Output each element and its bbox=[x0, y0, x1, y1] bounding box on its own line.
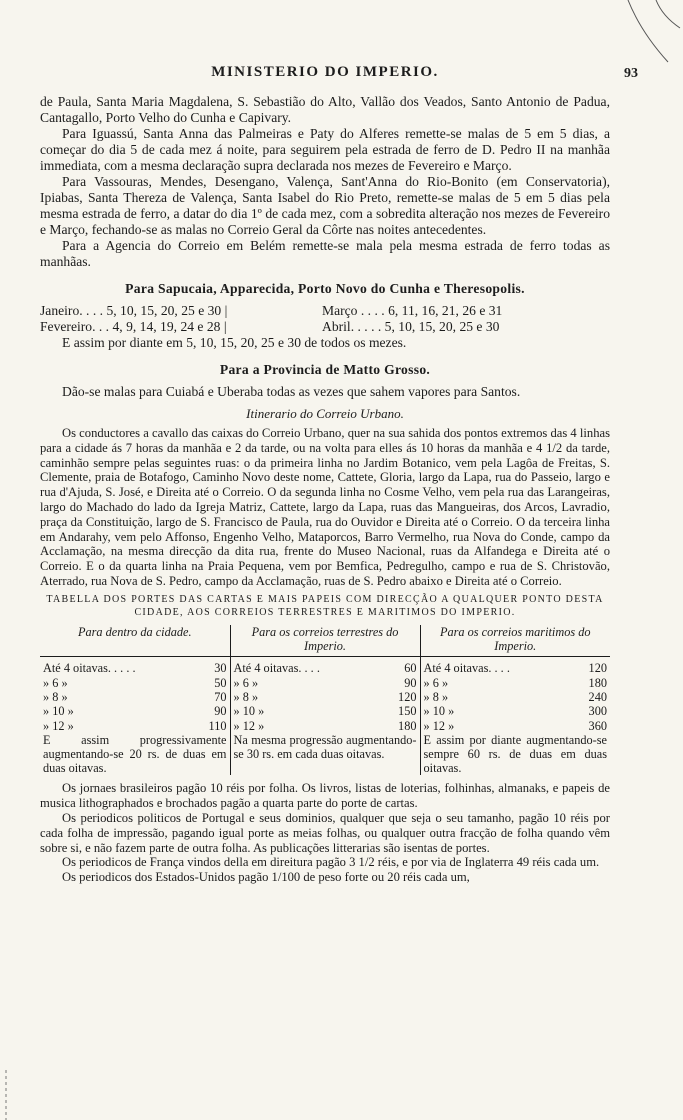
rate-label: » 10 » bbox=[43, 704, 74, 719]
paragraph-franca: Os periodicos de França vindos della em direitura pagão 3 1/2 réis, e por via de Inglaterra 49 réis cada um. bbox=[62, 855, 600, 870]
section-heading-sapucaia: Para Sapucaia, Apparecida, Porto Novo do Cunha e Theresopolis. bbox=[125, 281, 525, 296]
margin-edge-mark bbox=[0, 1070, 12, 1120]
rate-value: 90 bbox=[404, 675, 417, 690]
page-header bbox=[40, 64, 638, 81]
page-title: MINISTERIO DO IMPERIO. bbox=[211, 64, 439, 80]
rate-row bbox=[43, 661, 227, 675]
column-terrestres bbox=[230, 657, 420, 776]
rate-row bbox=[234, 661, 417, 675]
rate-value: 70 bbox=[214, 689, 227, 704]
rate-label: » 6 » bbox=[423, 675, 449, 690]
schedule-right: Março . . . . 6, 11, 16, 21, 26 e 31 bbox=[322, 303, 503, 318]
column-cidade bbox=[40, 657, 230, 776]
rate-label: » 12 » bbox=[43, 718, 74, 733]
rate-value: 50 bbox=[214, 675, 227, 690]
postage-table bbox=[40, 625, 610, 776]
paragraph-iguassu: Para Iguassú, Santa Anna das Palmeiras e Paty do Alferes remette-se malas de 5 em 5 dias, a começar do dia 5 de cada mez á noite, para seguirem pela estrada de ferro de D. Pedro II na manhãa immediata, com a mesma declaração supra declarada nos mezes de Fevereiro e Março. bbox=[40, 126, 610, 173]
rate-row bbox=[424, 704, 608, 718]
rate-row bbox=[43, 719, 227, 733]
rate-row bbox=[43, 676, 227, 690]
rate-value: 180 bbox=[588, 675, 607, 690]
rate-row bbox=[424, 690, 608, 704]
rate-value: 110 bbox=[208, 718, 227, 733]
paragraph-vassouras: Para Vassouras, Mendes, Desengano, Valença, Sant'Anna do Rio-Bonito (em Conservatoria), Ipiabas, Santa Thereza de Valença, Santa Isabel do Rio Preto, remette-se malas de 5 em 5 dias pela mesma estrada de ferro, a datar do dia 1º de cada mez, com a sobredita alteração nos mezes de Fevereiro e Março, fechando-se as malas no Correio Geral da Côrte nas noites antecedentes. bbox=[40, 174, 610, 237]
table-title-line: TABELLA DOS PORTES DAS CARTAS E MAIS PAPEIS COM DIRECÇÃO A QUALQUER PONTO DESTA bbox=[46, 593, 604, 605]
rate-value: 120 bbox=[398, 689, 417, 704]
rate-label: » 10 » bbox=[423, 704, 455, 719]
rate-row bbox=[234, 690, 417, 704]
schedule-left: Janeiro. . . . 5, 10, 15, 20, 25 e 30 | bbox=[40, 303, 228, 318]
paragraph-portugal: Os periodicos politicos de Portugal e seus dominios, qualquer que seja o seu tamanho, pagão 10 réis por cada folha de impressão, pagando igual porte as meias folhas, ou qualquer outra fracção de folha quando vêm sobre si, e não fazem parte de outra folha. As publicações litterarias são isentas de portes. bbox=[40, 811, 610, 855]
column-header-maritimos: Para os correios maritimos do Imperio. bbox=[420, 625, 610, 657]
rate-label: Até 4 oitavas. . . . . bbox=[43, 661, 136, 676]
rate-row bbox=[234, 719, 417, 733]
margin-scribble-mark bbox=[618, 0, 683, 70]
page-number: 93 bbox=[624, 66, 638, 81]
rate-row bbox=[234, 676, 417, 690]
paragraph-jornaes: Os jornaes brasileiros pagão 10 réis por folha. Os livros, listas de loterias, folhinhas, almanaks, e papeis de musica lithographados e brochados pagão a quarta parte do porte de cartas. bbox=[40, 781, 610, 811]
schedule-row bbox=[40, 319, 610, 335]
schedule-right: Abril. . . . . 5, 10, 15, 20, 25 e 30 bbox=[322, 319, 500, 334]
rate-label: Até 4 oitavas. . . . bbox=[423, 661, 510, 676]
rate-label: » 6 » bbox=[43, 675, 68, 690]
rate-value: 30 bbox=[214, 661, 227, 676]
rate-value: 150 bbox=[398, 704, 417, 719]
rate-value: 180 bbox=[398, 718, 417, 733]
rate-label: » 8 » bbox=[233, 689, 259, 704]
rate-row bbox=[424, 676, 608, 690]
column-header-terrestres: Para os correios terrestres do Imperio. bbox=[230, 625, 420, 657]
rate-label: » 8 » bbox=[423, 689, 449, 704]
column-maritimos bbox=[420, 657, 610, 776]
column-note: Na mesma progressão augmentando-se 30 rs. em cada duas oitavas. bbox=[233, 732, 417, 762]
rate-label: » 10 » bbox=[233, 704, 265, 719]
paragraph-itinerario: Os conductores a cavallo das caixas do Correio Urbano, quer na sua sahida dos pontos extremos das 4 linhas para a cidade ás 7 horas da manhãa e 2 da tarde, ou na volta para elles ás 10 horas da manhãa e 4 1/2 da tarde, caminhão sempre pelas seguintes ruas: o da primeira linha no Jardim Botanico, vem pela Lagôa de Freitas, S. Clemente, praia de Botafogo, Caminho Novo deste nome, Cattete, Gloria, largo da Lapa, rua do Passeio, largo e rua d'Ajuda, S. José, e Direita até o Correio. O da segunda linha no Cosme Velho, vem pela rua das Larangeiras, largo do Machado do lado da Igreja Matriz, Cattete, largo da Lapa, ruas das Mangueiras, dos Arcos, Lavradio, praça da Constituição, largo de S. Francisco de Paula, rua do Ouvidor e Direita até o Correio. O da terceira linha em Andarahy, vem pelo Affonso, Engenho Velho, Mataporcos, Barro Vermelho, rua Nova do Conde, campo da Acclamação, na mesma direcção da dita rua, frente do Museo Nacional, ruas da Alfandega e Direita até o Correio. E o da quarta linha na Praia Pequena, vem por Bemfica, Pedregulho, campo e rua de S. Christovão, Aterrado, rua Nova de S. Pedro, campo da Acclamação, ruas de S. Pedro abaixo e Direita até o Correio. bbox=[40, 426, 610, 588]
table-body-row bbox=[40, 657, 610, 776]
paragraph-matto-grosso: Dão-se malas para Cuiabá e Uberaba todas as vezes que sahem vapores para Santos. bbox=[62, 384, 521, 399]
section-heading-itinerario: Itinerario do Correio Urbano. bbox=[246, 406, 404, 421]
rate-label: » 12 » bbox=[233, 718, 265, 733]
schedule-left: Fevereiro. . . 4, 9, 14, 19, 24 e 28 | bbox=[40, 319, 227, 334]
rate-row bbox=[43, 690, 227, 704]
rate-label: Até 4 oitavas. . . . bbox=[233, 661, 320, 676]
rate-value: 240 bbox=[588, 689, 607, 704]
schedule-note: E assim por diante em 5, 10, 15, 20, 25 e 30 de todos os mezes. bbox=[62, 335, 407, 350]
column-note: E assim por diante augmentando-se sempre 60 rs. de duas em duas oitavas. bbox=[423, 732, 607, 776]
rate-value: 120 bbox=[588, 661, 607, 676]
rate-row bbox=[43, 704, 227, 718]
rate-row bbox=[234, 704, 417, 718]
schedule-row bbox=[40, 303, 610, 319]
rate-value: 300 bbox=[588, 704, 607, 719]
table-header-row bbox=[40, 625, 610, 657]
paragraph-estados-unidos: Os periodicos dos Estados-Unidos pagão 1/100 de peso forte ou 20 réis cada um, bbox=[62, 870, 470, 885]
page-content bbox=[40, 94, 610, 885]
table-title bbox=[40, 593, 610, 619]
rate-label: » 8 » bbox=[43, 689, 68, 704]
column-header-cidade: Para dentro da cidade. bbox=[40, 625, 230, 657]
column-note: E assim progressivamente augmentando-se 20 rs. de duas em duas oitavas. bbox=[43, 732, 227, 776]
rate-row bbox=[424, 661, 608, 675]
bottom-paragraphs bbox=[40, 781, 610, 885]
rate-value: 360 bbox=[588, 718, 607, 733]
sapucaia-schedule bbox=[40, 303, 610, 351]
table-title-line: CIDADE, AOS CORREIOS TERRESTRES E MARITIMOS DO IMPERIO. bbox=[134, 606, 516, 618]
paragraph-continuation: de Paula, Santa Maria Magdalena, S. Sebastião do Alto, Vallão dos Veados, Santo Antonio de Padua, Cantagallo, Porto Velho do Cunha e Capivary. bbox=[40, 94, 610, 125]
rate-label: » 12 » bbox=[423, 718, 455, 733]
section-heading-matto-grosso: Para a Provincia de Matto Grosso. bbox=[219, 362, 431, 377]
rate-value: 90 bbox=[214, 704, 227, 719]
paragraph-belem: Para a Agencia do Correio em Belém remette-se mala pela mesma estrada de ferro todas as manhãas. bbox=[40, 238, 610, 269]
rate-value: 60 bbox=[404, 661, 417, 676]
rate-row bbox=[424, 719, 608, 733]
rate-label: » 6 » bbox=[233, 675, 259, 690]
